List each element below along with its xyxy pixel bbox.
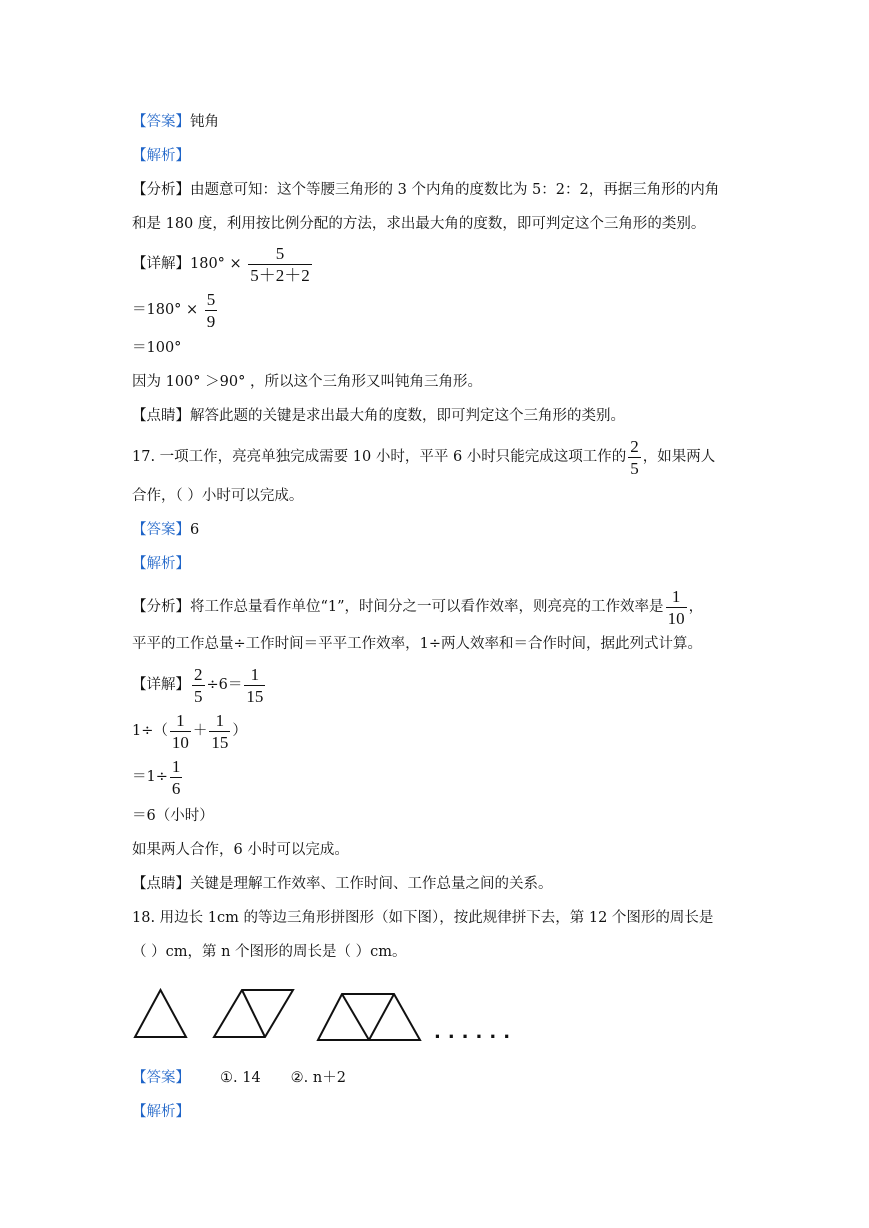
q17-fraction-1-over-6 xyxy=(170,756,183,799)
figure-1-triangle xyxy=(135,990,186,1037)
answer-label: 【答案】 xyxy=(132,522,190,538)
q17-step2-plus: ＋ xyxy=(192,723,208,739)
q18-answer-1: ①. 14 xyxy=(220,1070,261,1086)
fraction-numerator: 1 xyxy=(671,586,681,606)
answer-label: 【答案】 xyxy=(132,1070,190,1086)
q17-fenxi-line-2: 平平的工作总量÷工作时间＝平平工作效率，1÷两人效率和＝合作时间，据此列式计算。 xyxy=(132,636,703,652)
q16-fraction-5-over-9 xyxy=(205,289,218,332)
analysis-label: 【解析】 xyxy=(132,1104,190,1120)
q16-conclusion: 因为 100° ＞90° ，所以这个三角形又叫钝角三角形。 xyxy=(132,374,482,390)
fraction-numerator: 1 xyxy=(171,756,181,776)
q17-fenxi-line-1 xyxy=(132,584,703,630)
q16-dianjing-text: 解答此题的关键是求出最大角的度数，即可判定这个三角形的类别。 xyxy=(190,408,625,424)
fraction-denominator: 15 xyxy=(246,686,264,706)
fraction-numerator: 2 xyxy=(630,436,639,456)
fraction-denominator: 5＋2＋2 xyxy=(250,265,310,285)
q16-step1-prefix: 180° × xyxy=(190,256,242,272)
q17-answer: 6 xyxy=(190,522,200,538)
q17-stem-text-1b: ，如果两人 xyxy=(642,449,716,465)
q18-answer-2: ②. n＋2 xyxy=(290,1070,346,1086)
fraction-numerator: 1 xyxy=(176,710,185,730)
q16-answer: 钝角 xyxy=(190,114,219,130)
fraction-denominator: 6 xyxy=(171,778,181,798)
q17-xiangjie-line-3 xyxy=(132,754,184,800)
q16-step3: ＝100° xyxy=(132,340,182,356)
fraction-denominator: 9 xyxy=(206,311,216,331)
fraction-denominator: 15 xyxy=(211,732,229,752)
fraction-denominator: 5 xyxy=(630,458,639,478)
q17-stem-line-2: 合作，（ ）小时可以完成。 xyxy=(132,488,304,504)
triangle-pattern-figure xyxy=(130,984,530,1046)
q17-xiangjie-line-1 xyxy=(132,662,267,708)
fraction-numerator: 2 xyxy=(194,664,203,684)
q16-fraction-5-over-9sum xyxy=(248,243,312,286)
fenxi-label: 【分析】 xyxy=(132,599,190,615)
dianjing-label: 【点睛】 xyxy=(132,408,190,424)
q17-step4: ＝6（小时） xyxy=(132,808,214,824)
q17-fraction-2-over-5 xyxy=(628,436,641,479)
q17-step3-prefix: ＝1÷ xyxy=(132,769,168,785)
q18-stem-line-2: （ ）cm，第 n 个图形的周长是（ ）cm。 xyxy=(132,944,407,960)
xiangjie-label: 【详解】 xyxy=(132,256,190,272)
q17-step2-prefix: 1÷（ xyxy=(132,723,168,739)
q18-stem-line-1: 18. 用边长 1cm 的等边三角形拼图形（如下图），按此规律拼下去，第 12 个图形的周长是 xyxy=(132,910,714,926)
q17-fraction-1-over-15 xyxy=(209,710,230,753)
q17-step2-suffix: ） xyxy=(232,723,247,739)
q17-fraction-1-over-10 xyxy=(170,710,191,753)
fraction-numerator: 1 xyxy=(250,664,260,684)
q18-analysis-line xyxy=(132,1102,190,1122)
xiangjie-label: 【详解】 xyxy=(132,677,190,693)
fraction-denominator: 5 xyxy=(194,686,203,706)
q17-answer-line xyxy=(132,520,199,540)
triangle-pattern-svg xyxy=(130,984,530,1046)
fenxi-label: 【分析】 xyxy=(132,182,190,198)
answer-label: 【答案】 xyxy=(132,114,190,130)
figure-3-diagonal-2 xyxy=(369,994,394,1040)
analysis-label: 【解析】 xyxy=(132,556,190,572)
q18-answer-line xyxy=(132,1068,346,1088)
q17-dianjing-text: 关键是理解工作效率、工作时间、工作总量之间的关系。 xyxy=(190,876,553,892)
figure-3-diagonal-1 xyxy=(342,994,369,1040)
q17-step1-mid: ÷6＝ xyxy=(206,677,243,693)
q16-xiangjie-line-2 xyxy=(132,288,219,332)
fraction-denominator: 10 xyxy=(171,732,189,752)
q16-answer-line xyxy=(132,112,219,132)
fraction-denominator: 10 xyxy=(667,608,685,628)
figure-2-diagonal xyxy=(242,990,265,1037)
q17-analysis-line xyxy=(132,554,190,574)
q17-stem-text-1a: 17. 一项工作，亮亮单独完成需要 10 小时，平平 6 小时只能完成这项工作的 xyxy=(132,449,627,465)
figure-3-outline xyxy=(318,994,420,1040)
q16-step2-prefix: ＝180° × xyxy=(132,302,199,318)
q16-fenxi-line-2 xyxy=(132,214,705,234)
q17-fenxi-text-1a: 将工作总量看作单位“1”，时间分之一可以看作效率，则亮亮的工作效率是 xyxy=(190,599,664,615)
q16-fenxi-line-1 xyxy=(132,180,719,200)
q16-xiangjie-line-1 xyxy=(132,242,314,286)
analysis-label: 【解析】 xyxy=(132,148,190,164)
fraction-numerator: 1 xyxy=(215,710,225,730)
q16-fenxi-text-2: 和是 180 度，利用按比例分配的方法，求出最大角的度数，即可判定这个三角形的类别。 xyxy=(132,216,706,232)
q17-dianjing-line xyxy=(132,874,553,894)
q17-fraction-1-over-15 xyxy=(244,664,265,707)
q17-fraction-2-over-5 xyxy=(192,664,205,707)
q16-fenxi-text-1: 由题意可知：这个等腰三角形的 3 个内角的度数比为 5：2：2，再据三角形的内角 xyxy=(190,182,720,198)
q17-fraction-1-over-10 xyxy=(666,586,687,629)
q17-stem-line-1 xyxy=(132,434,715,480)
q17-xiangjie-line-2 xyxy=(132,708,247,754)
fraction-numerator: 5 xyxy=(206,289,216,309)
q16-dianjing-line xyxy=(132,406,625,426)
q17-conclusion: 如果两人合作，6 小时可以完成。 xyxy=(132,842,349,858)
q17-fenxi-text-1b: ， xyxy=(688,599,704,615)
fraction-numerator: 5 xyxy=(275,243,285,263)
dianjing-label: 【点睛】 xyxy=(132,876,190,892)
q16-analysis-line xyxy=(132,146,190,166)
figure-continuation-dots: ...... xyxy=(434,1022,518,1043)
